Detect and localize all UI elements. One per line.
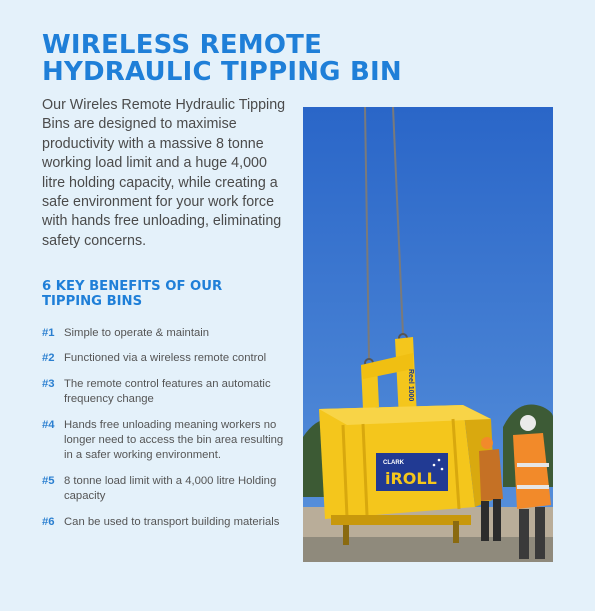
benefit-item — [42, 418, 292, 464]
benefit-text: Hands free unloading meaning workers no longer need to access the bin area resulting in a safer working environment. — [64, 418, 284, 462]
title-line-2: HYDRAULIC TIPPING BIN — [42, 57, 402, 87]
benefit-text: Functioned via a wireless remote control — [64, 352, 267, 365]
brand-logo: iROLL — [385, 469, 437, 488]
benefits-list — [42, 326, 292, 540]
benefit-item — [42, 515, 292, 530]
benefits-heading-line-2: TIPPING BINS — [42, 294, 143, 309]
benefit-number: #5 — [42, 474, 55, 487]
page-title — [42, 32, 562, 86]
tipping-bin-photo — [303, 107, 553, 562]
benefit-item — [42, 351, 292, 366]
benefits-heading — [42, 279, 282, 309]
benefit-number: #3 — [42, 377, 55, 390]
intro-paragraph: Our Wireles Remote Hydraulic Tipping Bins are designed to maximise productivity with a massive 8 tonne working load limit and a huge 4,000 litre holding capacity, while creating a safe environment for your work force with hands free unloading, eliminating safety concerns. — [42, 97, 286, 249]
benefits-heading-line-1: 6 KEY BENEFITS OF OUR — [42, 279, 223, 294]
benefit-text: 8 tonne load limit with a 4,000 litre Holding capacity — [64, 474, 277, 503]
benefit-number: #1 — [42, 327, 55, 339]
brand-small: CLARK — [383, 460, 404, 466]
benefit-text: Can be used to transport building materials — [64, 515, 280, 528]
benefit-item — [42, 377, 292, 408]
benefit-text: Simple to operate & maintain — [64, 327, 210, 339]
benefit-number: #2 — [42, 352, 55, 365]
title-line-1: WIRELESS REMOTE — [42, 30, 323, 60]
benefit-item — [42, 474, 292, 505]
benefit-text: The remote control features an automatic frequency change — [64, 377, 271, 406]
benefit-item — [42, 326, 292, 341]
photo-illustration — [303, 107, 553, 562]
bail-text: Reel 1000 — [407, 369, 414, 402]
benefit-number: #6 — [42, 515, 55, 528]
benefit-number: #4 — [42, 418, 55, 431]
